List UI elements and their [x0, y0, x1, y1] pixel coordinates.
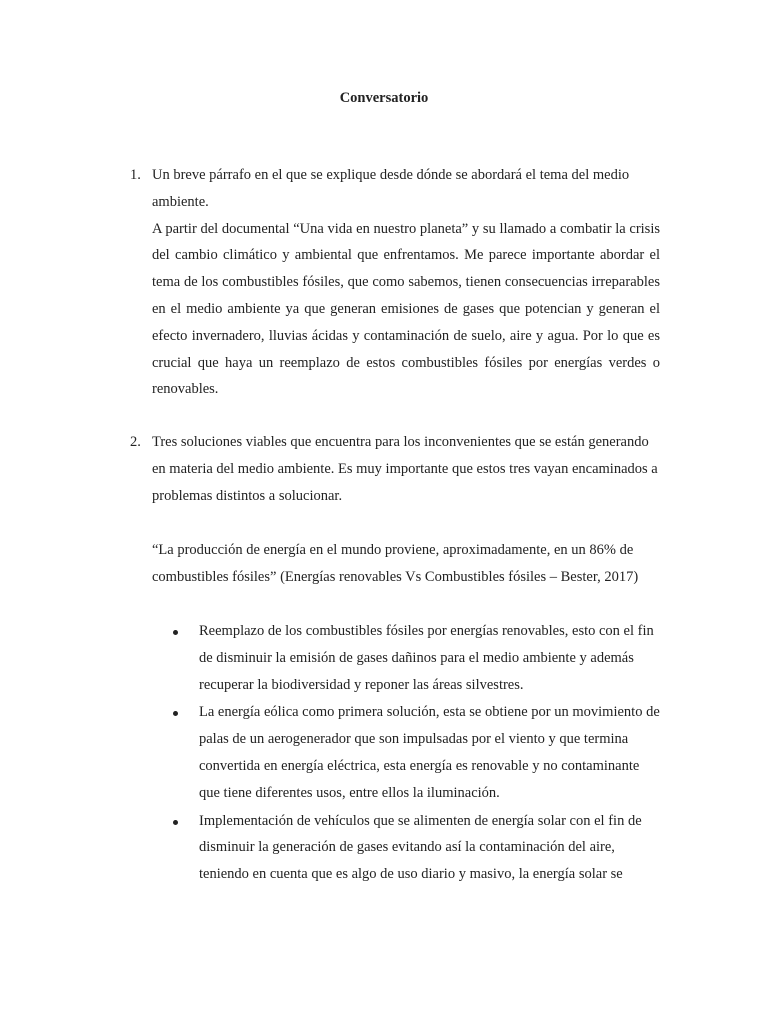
item-question: Tres soluciones viables que encuentra para los inconvenientes que se están generando en materia del medio ambiente. Es muy importante que estos tres vayan encaminados a problemas distintos a solucionar. — [152, 434, 658, 504]
bullet-text: Implementación de vehículos que se alimenten de energía solar con el fin de disminuir la generación de gases evitando así la contaminación del aire, teniendo en cuenta que es algo de uso diario y masivo, la energía solar se — [199, 812, 642, 883]
item-answer: A partir del documental “Una vida en nuestro planeta” y su llamado a combatir la crisis del cambio climático y ambiental que enfrentamos. Me parece importante abordar el tema de los combustibles fósiles, que como sabemos, tienen consecuencias irreparables en el medio ambiente ya que generan emisiones de gases que potencian y generan el efecto invernadero, lluvias ácidas y contaminación de suelo, aire y agua. Por lo que es crucial que haya un reemplazo de estos combustibles fósiles por energías verdes o renovables. — [152, 220, 660, 398]
numbered-item-1 — [130, 162, 660, 403]
bullet-item — [172, 618, 662, 698]
bullet-dot-icon — [173, 630, 178, 635]
bullet-dot-icon — [173, 820, 178, 825]
item-number: 2. — [130, 434, 141, 450]
bullet-item — [172, 808, 662, 888]
item-number: 1. — [130, 167, 141, 183]
numbered-item-2 — [130, 429, 660, 509]
bullet-dot-icon — [173, 711, 178, 716]
item-question: Un breve párrafo en el que se explique desde dónde se abordará el tema del medio ambiente. — [152, 167, 630, 210]
citation-quote: “La producción de energía en el mundo proviene, aproximadamente, en un 86% de combustibles fósiles” (Energías renovables Vs Combustibles fósiles – Bester, 2017) — [152, 542, 639, 585]
bullet-text: Reemplazo de los combustibles fósiles por energías renovables, esto con el fin de disminuir la emisión de gases dañinos para el medio ambiente y además recuperar la biodiversidad y reponer las áreas silvestres. — [199, 623, 654, 693]
bullet-list — [172, 618, 662, 889]
document-title: Conversatorio — [339, 90, 429, 106]
bullet-text: La energía eólica como primera solución, esta se obtiene por un movimiento de palas de un aerogenerador que son impulsadas por el viento y que termina convertida en energía eléctrica, esta energía es renovable y no contaminante que tiene diferentes usos, entre ellos la iluminación. — [199, 704, 660, 801]
bullet-item — [172, 699, 662, 806]
